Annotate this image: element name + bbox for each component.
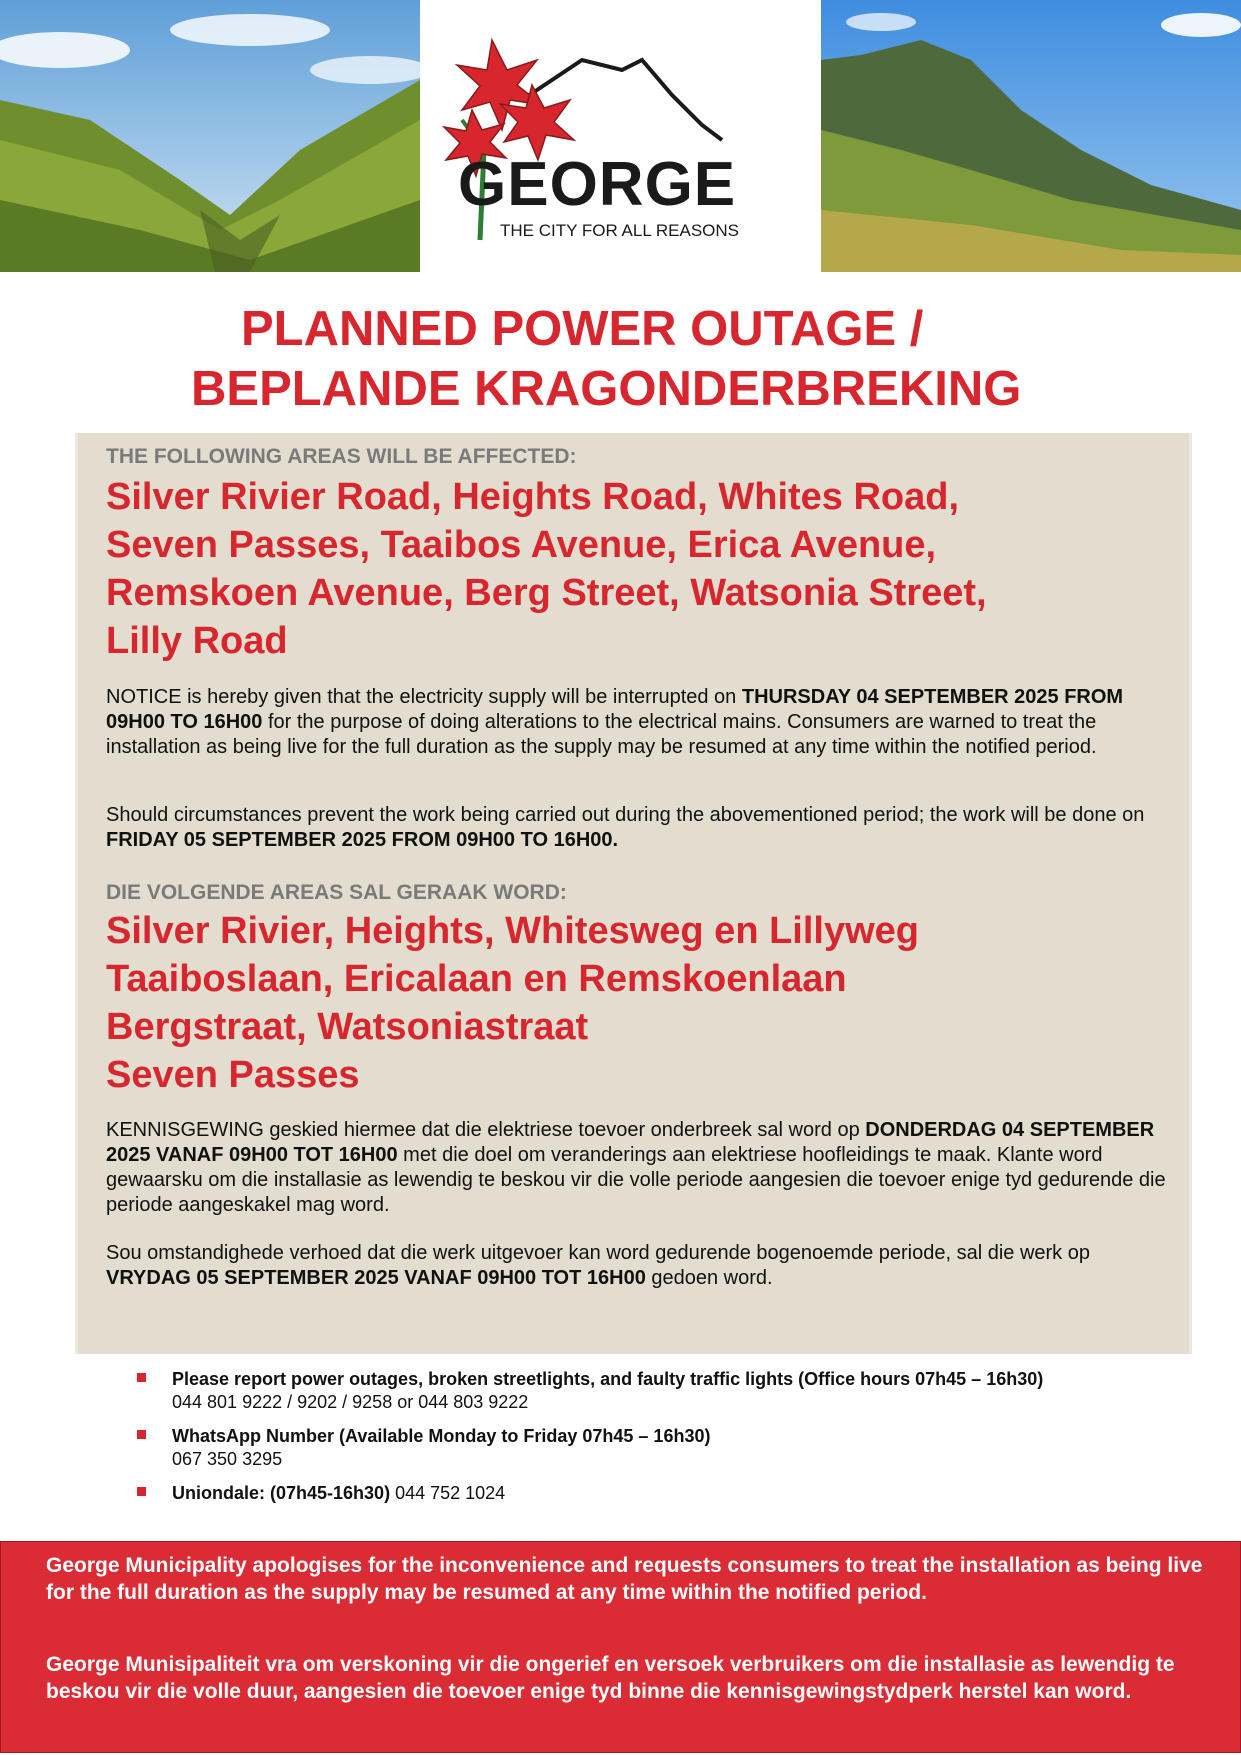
outage-date-afrikaans: DONDERDAG 04 SEPTEMBER 2025 VANAF 09H00 TOT 16H00: [106, 1119, 1155, 1166]
area-line: Lilly Road: [106, 620, 288, 662]
mountain-photo-right: [821, 0, 1241, 272]
area-line: Seven Passes: [106, 1054, 360, 1096]
apology-afrikaans: George Munisipaliteit vra om verskoning vir die ongerief en versoek verbruikers om die installasie as lewendig te beskou vir die volle duur, aangesien die toevoer enige tyd binne die kennisgewingstydperk herstel kan word.: [46, 1653, 1175, 1703]
page-title-afrikaans: BEPLANDE KRAGONDERBREKING: [191, 362, 1022, 416]
alternate-date-paragraph-afrikaans: Sou omstandighede verhoed dat die werk uitgevoer kan word gedurende bogenoemde periode, sal die werk op VRYDAG 05 SEPTEMBER 2025 VANAF 09H00 TOT 16H00 gedoen word.: [106, 1242, 1090, 1289]
notice-panel: [75, 433, 1192, 1354]
bullet-square-icon: [137, 1373, 146, 1382]
apology-footer: [0, 1541, 1241, 1753]
area-line: Taaiboslaan, Ericalaan en Remskoenlaan: [106, 958, 847, 1000]
phone-numbers: 044 801 9222 / 9202 / 9258 or 044 803 9222: [172, 1392, 529, 1412]
alternate-date-afrikaans: VRYDAG 05 SEPTEMBER 2025 VANAF 09H00 TOT 16H00: [106, 1267, 646, 1289]
logo-wordmark: GEORGE: [458, 150, 737, 219]
page-title-english: PLANNED POWER OUTAGE /: [241, 302, 924, 356]
contact-item-report: Please report power outages, broken streetlights, and faulty traffic lights (Office hours 07h45 – 16h30) 044 801 9222 / 9202 / 9258 or 044 803 9222: [132, 1368, 1132, 1414]
bullet-square-icon: [137, 1430, 146, 1439]
whatsapp-number: 067 350 3295: [172, 1449, 283, 1469]
uniondale-number: 044 752 1024: [390, 1483, 506, 1503]
outage-date-english: THURSDAY 04 SEPTEMBER 2025 FROM 09H00 TO 16H00: [106, 686, 1124, 733]
areas-list-afrikaans: [106, 907, 919, 1099]
areas-list-english: [106, 473, 987, 665]
area-line: Seven Passes, Taaibos Avenue, Erica Avenue,: [106, 524, 937, 566]
area-line: Remskoen Avenue, Berg Street, Watsonia Street,: [106, 572, 987, 614]
bullet-square-icon: [137, 1487, 146, 1496]
area-line: Bergstraat, Watsoniastraat: [106, 1006, 589, 1048]
logo-tagline: THE CITY FOR ALL REASONS: [500, 221, 740, 240]
notice-paragraph-english: NOTICE is hereby given that the electricity supply will be interrupted on THURSDAY 04 SEPTEMBER 2025 FROM 09H00 TO 16H00 for the purpose of doing alterations to the electrical mains. Consumers are warned to treat the installation as being live for the full duration as the supply may be resumed at any time within the notified period.: [106, 686, 1124, 758]
contact-item-uniondale: Uniondale: (07h45-16h30) 044 752 1024: [132, 1482, 1132, 1505]
notice-paragraph-afrikaans: KENNISGEWING geskied hiermee dat die elektriese toevoer onderbreek sal word op DONDERDAG 04 SEPTEMBER 2025 VANAF 09H00 TOT 16H00 met die doel om veranderings aan elektriese hoofleidings te maak. Klante word gewaarsku om die installasie as lewendig te beskou vir die volle periode aangesien die toevoer enige tyd gedurende die periode aangeskakel mag word.: [106, 1119, 1166, 1216]
areas-label-afrikaans: DIE VOLGENDE AREAS SAL GERAAK WORD:: [106, 881, 567, 904]
alternate-date-english: FRIDAY 05 SEPTEMBER 2025 FROM 09H00 TO 16H00.: [106, 829, 619, 851]
alternate-date-paragraph-english: Should circumstances prevent the work being carried out during the abovementioned period; the work will be done on FRIDAY 05 SEPTEMBER 2025 FROM 09H00 TO 16H00.: [106, 804, 1145, 851]
area-line: Silver Rivier, Heights, Whitesweg en Lillyweg: [106, 910, 920, 952]
contact-list: [132, 1368, 1132, 1516]
mountain-photo-left: [0, 0, 420, 272]
areas-label-english: THE FOLLOWING AREAS WILL BE AFFECTED:: [106, 445, 577, 468]
header-banner: [0, 0, 1241, 272]
contact-item-whatsapp: WhatsApp Number (Available Monday to Friday 07h45 – 16h30) 067 350 3295: [132, 1425, 1132, 1471]
area-line: Silver Rivier Road, Heights Road, Whites Road,: [106, 476, 960, 518]
apology-english: George Municipality apologises for the inconvenience and requests consumers to treat the installation as being live for the full duration as the supply may be resumed at any time within the notified period.: [46, 1554, 1203, 1604]
